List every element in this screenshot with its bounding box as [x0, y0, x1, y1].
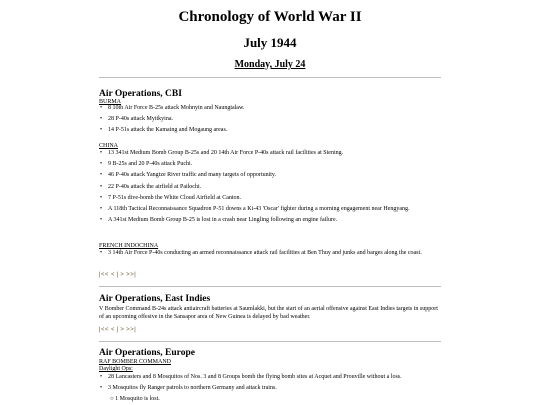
sub-list-text: 1 Mosquito is lost. — [115, 396, 160, 402]
sub-list-item — [110, 396, 160, 402]
list-item: • 28 Lancasters and 8 Mosquitos of Nos. 3 and 8 Groups bomb the flying bomb sites at Acquet and Prouville without a loss. — [99, 374, 444, 382]
divider — [99, 286, 441, 287]
page-title: Chronology of World War II — [178, 9, 362, 25]
nav-links — [99, 326, 136, 333]
china-list — [99, 150, 444, 225]
list-item: • 3 Mosquitos fly Ranger patrols to northern Germany and attack trains. — [99, 385, 444, 393]
subheading-china: CHINA — [99, 143, 118, 149]
list-item: • 28 P-40s attack Myitkyina. — [99, 116, 444, 124]
list-item: • 13 341st Medium Bomb Group B-25s and 20 14th Air Force P-40s attack rail facilities at Siening. — [99, 150, 444, 158]
list-item: • A 341st Medium Bomb Group B-25 is lost in a crash near Lingling following an engine failure. — [99, 217, 444, 225]
europe-list — [99, 374, 444, 396]
first-link[interactable]: |<< — [99, 326, 109, 333]
prev-link[interactable]: < — [110, 326, 115, 333]
divider — [99, 77, 441, 78]
next-link[interactable]: > — [120, 326, 125, 333]
burma-list — [99, 105, 444, 139]
list-item: • 8 10th Air Force B-25s attack Mohnyin and Naungtalaw. — [99, 105, 444, 113]
list-item: • 7 P-51s dive-bomb the White Cloud Airfield at Canton. — [99, 195, 444, 203]
list-item: • 9 B-25s and 20 P-40s attack Puchi. — [99, 161, 444, 169]
prev-link[interactable]: < — [110, 271, 115, 278]
subheading-raf: RAF BOMBER COMMAND — [99, 359, 172, 365]
section-title-eastindies: Air Operations, East Indies — [99, 294, 211, 304]
circle-bullet-icon: ○ — [110, 396, 114, 402]
last-link[interactable]: >>| — [126, 271, 137, 278]
eastindies-text: V Bomber Command B-24s attack antiaircraft batteries at Saumlakki, but the start of an aerial offensive against East Indies targets in support of an upcoming offesive in the Sansapor area of New Guinea is delayed by bad weather. — [99, 306, 438, 320]
day-heading: Monday, July 24 — [234, 59, 306, 70]
list-item: • A 118th Tactical Reconnaissance Squadron P-51 downs a Ki-43 'Oscar' fighter during a morning engagement near Hengyang. — [99, 206, 444, 214]
month-heading: July 1944 — [243, 35, 297, 50]
nav-separator: | — [116, 326, 119, 333]
next-link[interactable]: > — [120, 271, 125, 278]
subheading-indochina: FRENCH INDOCHINA — [99, 243, 159, 249]
indochina-list — [99, 250, 444, 258]
first-link[interactable]: |<< — [99, 271, 109, 278]
subheading-burma: BURMA — [99, 99, 122, 105]
last-link[interactable]: >>| — [126, 326, 137, 333]
list-item: • 46 P-40s attack Yangtze River traffic and many targets of opportunity. — [99, 172, 444, 180]
list-item: • 14 P-51s attack the Kamaing and Mogaung areas. — [99, 127, 444, 135]
nav-separator: | — [116, 271, 119, 278]
nav-links — [99, 271, 136, 278]
section-title-europe: Air Operations, Europe — [99, 348, 195, 358]
list-item: • 22 P-40s attack the airfield at Pailochi. — [99, 184, 444, 192]
list-item: • 3 14th Air Force P-40s conducting an armed reconnaissance attack rail facilities at Ben Thuy and junks and barges along the coast. — [99, 250, 444, 258]
subheading-daylight: Daylight Ops: — [99, 366, 133, 372]
section-title-cbi: Air Operations, CBI — [99, 89, 182, 99]
divider — [99, 341, 441, 342]
